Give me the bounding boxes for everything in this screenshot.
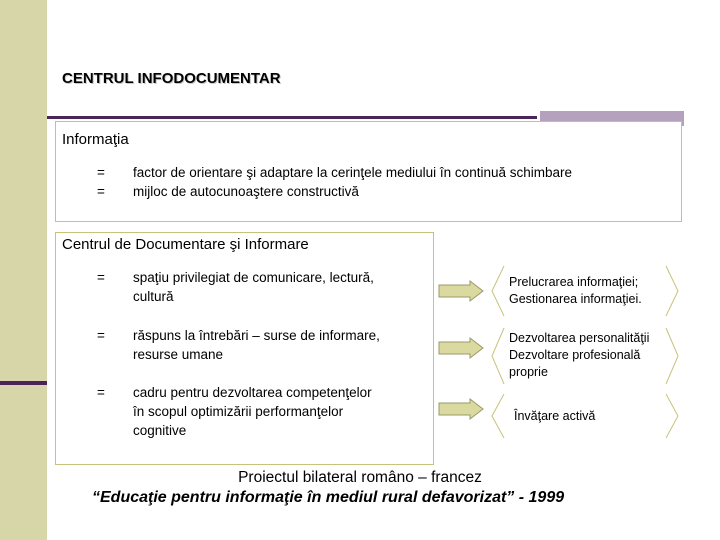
list-bullet: = bbox=[97, 385, 105, 400]
right-arrow-icon bbox=[438, 398, 484, 420]
result-line: proprie bbox=[509, 365, 548, 379]
result-line: Prelucrarea informaţiei; bbox=[509, 275, 639, 289]
list-bullet: = bbox=[97, 270, 105, 285]
list-item-line: cultură bbox=[133, 289, 174, 304]
left-accent-stripe bbox=[0, 381, 47, 385]
list-item bbox=[133, 383, 433, 440]
list-item-line: spaţiu privilegiat de comunicare, lectură, bbox=[133, 270, 374, 285]
list-item: factor de orientare şi adaptare la cerinţele mediului în continuă schimbare bbox=[133, 165, 572, 180]
documentation-center-title: Centrul de Documentare şi Informare bbox=[62, 236, 309, 253]
list-bullet: = bbox=[97, 165, 105, 180]
information-box-title: Informaţia bbox=[62, 131, 129, 148]
result-line: Dezvoltare profesională bbox=[509, 348, 641, 362]
list-item-line: resurse umane bbox=[133, 347, 224, 362]
result-line: Dezvoltarea personalităţii bbox=[509, 331, 650, 345]
list-bullet: = bbox=[97, 184, 105, 199]
list-item: mijloc de autocunoaştere constructivă bbox=[133, 184, 359, 199]
right-arrow-icon bbox=[438, 337, 484, 359]
list-item-line: cadru pentru dezvoltarea competenţelor bbox=[133, 385, 372, 400]
result-text bbox=[509, 330, 649, 381]
list-item-line: în scopul optimizării performanţelor bbox=[133, 404, 344, 419]
list-item bbox=[133, 326, 433, 364]
information-box bbox=[55, 121, 682, 222]
list-item-line: răspuns la întrebări – surse de informare, bbox=[133, 328, 380, 343]
title-underline bbox=[47, 116, 537, 119]
result-line: Gestionarea informaţiei. bbox=[509, 292, 642, 306]
project-subtitle: Proiectul bilateral româno – francez bbox=[238, 469, 482, 486]
list-item-line: cognitive bbox=[133, 423, 187, 438]
result-line: Învăţare activă bbox=[514, 409, 596, 423]
page-title: CENTRUL INFODOCUMENTAR bbox=[62, 70, 281, 87]
list-bullet: = bbox=[97, 328, 105, 343]
left-sidebar-band bbox=[0, 0, 47, 540]
result-text bbox=[514, 408, 595, 425]
right-arrow-icon bbox=[438, 280, 484, 302]
result-text bbox=[509, 274, 642, 308]
list-item bbox=[133, 268, 433, 306]
project-title: “Educaţie pentru informaţie în mediul rural defavorizat” - 1999 bbox=[92, 489, 565, 506]
